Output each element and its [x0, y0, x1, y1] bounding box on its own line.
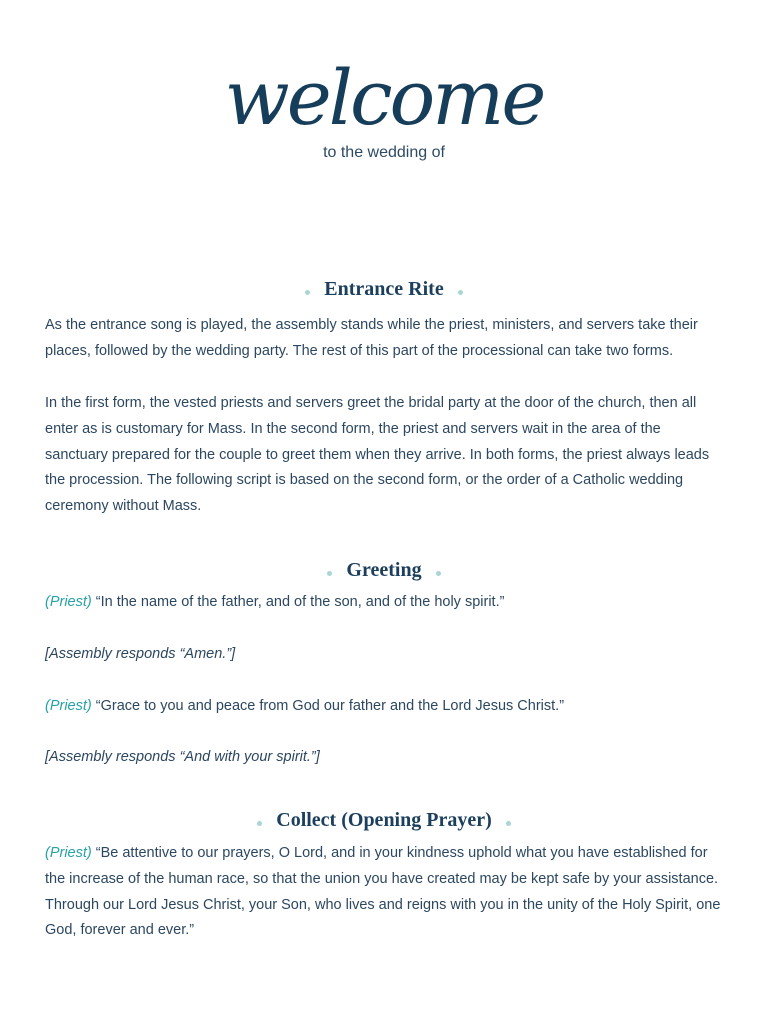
speaker-label: (Priest): [45, 845, 92, 861]
ornament-dot-icon: [436, 571, 441, 576]
speaker-label: (Priest): [45, 698, 92, 714]
greeting-response-2: [Assembly responds “And with your spirit.”]: [45, 749, 320, 765]
ornament-dot-icon: [257, 821, 262, 826]
heading-collect-label: Collect (Opening Prayer): [276, 809, 492, 831]
greeting-priest-line-1: [45, 590, 725, 616]
greeting-line-2-text: “Grace to you and peace from God our father and the Lord Jesus Christ.”: [91, 698, 565, 714]
heading-greeting: [0, 558, 768, 582]
welcome-title: welcome: [224, 53, 544, 142]
ornament-dot-icon: [458, 290, 463, 295]
heading-greeting-label: Greeting: [346, 559, 422, 581]
greeting-line-1-text: “In the name of the father, and of the son, and of the holy spirit.”: [91, 594, 505, 610]
heading-collect: [0, 808, 768, 832]
entrance-paragraph-2: In the first form, the vested priests and servers greet the bridal party at the door of the church, then all enter as is customary for Mass. In the second form, the priest and servers wait in the area of the sanctuary prepared for the couple to greet them when they arrive. In both forms, the priest always leads the procession. The following script is based on the second form, or the order of a Catholic wedding ceremony without Mass.: [45, 395, 710, 515]
greeting-priest-line-2: [45, 694, 725, 720]
heading-entrance-rite-label: Entrance Rite: [324, 278, 444, 300]
welcome-subtitle: to the wedding of: [323, 144, 445, 161]
entrance-paragraph-1: As the entrance song is played, the assembly stands while the priest, ministers, and servers take their places, followed by the wedding party. The rest of this part of the processional can take two forms.: [45, 317, 698, 359]
ornament-dot-icon: [327, 571, 332, 576]
collect-prayer-text: “Be attentive to our prayers, O Lord, and in your kindness uphold what you have established for the increase of the human race, so that the union you have created may be kept safe by your assistance. Through our Lord Jesus Christ, your Son, who lives and reigns with you in the unity of the Holy Spirit, one God, forever and ever.”: [45, 845, 721, 939]
ornament-dot-icon: [506, 821, 511, 826]
collect-prayer: [45, 841, 725, 944]
greeting-response-1: [Assembly responds “Amen.”]: [45, 646, 236, 662]
heading-entrance-rite: [0, 277, 768, 301]
speaker-label: (Priest): [45, 594, 92, 610]
ornament-dot-icon: [305, 290, 310, 295]
